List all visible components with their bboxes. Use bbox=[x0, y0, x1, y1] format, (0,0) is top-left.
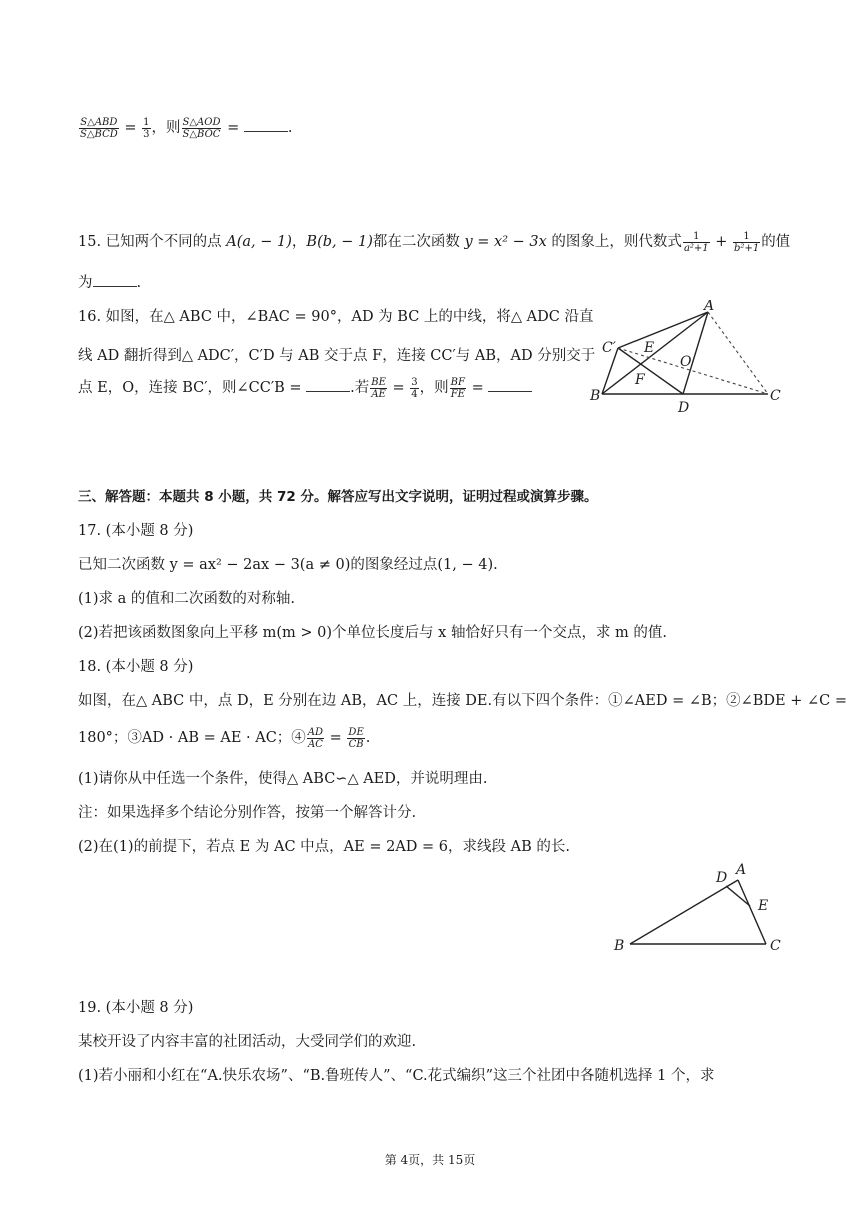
label-A: A bbox=[704, 300, 715, 314]
q16-figure bbox=[588, 300, 788, 420]
q18-line-1: 如图，在△ ABC 中，点 D，E 分别在边 AB，AC 上，连接 DE.有以下四个条件：①∠AED = ∠B；②∠BDE + ∠C = bbox=[78, 693, 848, 709]
label-O: O bbox=[680, 354, 692, 370]
q16-frac-2: $\frac{3}{4}$ bbox=[411, 376, 418, 400]
q14-fraction: $\frac{1}{3}$ bbox=[143, 116, 150, 140]
label-C: C bbox=[770, 388, 781, 404]
q18-frac-1: $\frac{AD}{AC}$ bbox=[307, 726, 324, 750]
answer-blank bbox=[488, 379, 532, 392]
q14-ratio-2: $\frac{\text{S△AOD}}{\text{S△BOC}}$ bbox=[182, 116, 221, 140]
q16-frac-3: $\frac{BF}{FE}$ bbox=[450, 376, 465, 400]
q14-ratio-1: $\frac{\text{S△ABD}}{\text{S△BCD}}$ bbox=[80, 116, 118, 140]
label-D: D bbox=[678, 400, 690, 416]
label-E: E bbox=[644, 340, 655, 356]
label-A: A bbox=[736, 862, 747, 878]
q18-line-5: (2)在(1)的前提下，若点 E 为 AC 中点，AE = 2AD = 6，求线段 AB 的长. bbox=[78, 839, 570, 855]
q19-title: 19. (本小题 8 分) bbox=[78, 1000, 194, 1016]
label-C: C bbox=[770, 938, 781, 954]
label-D: D bbox=[716, 870, 728, 886]
label-F: F bbox=[635, 372, 645, 388]
q18-frac-2: $\frac{DE}{CB}$ bbox=[348, 726, 364, 750]
label-C-prime: C′ bbox=[602, 340, 616, 356]
q15-frac-1: $\frac{1}{\text{a²+1}}$ bbox=[683, 230, 709, 254]
q19-line-2: (1)若小丽和小红在“A.快乐农场”、“B.鲁班传人”、“C.花式编织”这三个社团中各随机选择 1 个，求 bbox=[78, 1068, 715, 1084]
page-footer: 第 4页，共 15页 bbox=[384, 1153, 476, 1167]
q18-line-4: 注：如果选择多个结论分别作答，按第一个解答计分. bbox=[78, 805, 417, 821]
label-B: B bbox=[590, 388, 601, 404]
q17-line-3: (2)若把该函数图象向上平移 m(m > 0)个单位长度后与 x 轴恰好只有一个交点，求 m 的值. bbox=[78, 625, 668, 641]
q18-line-3: (1)请你从中任选一个条件，使得△ ABC∽△ AED，并说明理由. bbox=[78, 771, 488, 787]
q16-line-3: 点 E，O，连接 BC′，则∠CC′B = .若 $\frac{BE}{AE}$ = $\frac{3}{4}$ ，则 $\frac{BF}{FE}$ = bbox=[78, 376, 532, 400]
q14-line: $\frac{\text{S△ABD}}{\text{S△BCD}}$ = $\frac{1}{3}$ ，则 $\frac{\text{S△AOD}}{\text{S△BOC}}$ = . bbox=[80, 116, 293, 140]
q16-frac-1: $\frac{BE}{AE}$ bbox=[371, 376, 386, 400]
q15-frac-2: $\frac{1}{\text{b²+1}}$ bbox=[734, 230, 760, 254]
section-heading: 三、解答题：本题共 8 小题，共 72 分。解答应写出文字说明，证明过程或演算步骤。 bbox=[78, 489, 598, 505]
q17-title: 17. (本小题 8 分) bbox=[78, 523, 194, 539]
q17-line-1: 已知二次函数 y = ax² − 2ax − 3(a ≠ 0)的图象经过点(1, − 4). bbox=[78, 557, 498, 573]
q19-line-1: 某校开设了内容丰富的社团活动，大受同学们的欢迎. bbox=[78, 1034, 417, 1050]
q18-figure bbox=[612, 858, 792, 958]
label-B: B bbox=[614, 938, 625, 954]
q16-line-2: 线 AD 翻折得到△ ADC′，C′D 与 AB 交于点 F，连接 CC′与 AB，AD 分别交于 bbox=[78, 348, 596, 364]
q18-title: 18. (本小题 8 分) bbox=[78, 659, 194, 675]
q16-line-1: 16. 如图，在△ ABC 中，∠BAC = 90°，AD 为 BC 上的中线，将△ ADC 沿直 bbox=[78, 309, 594, 325]
answer-blank bbox=[306, 379, 350, 392]
q15-line-2: 为 . bbox=[78, 275, 142, 291]
answer-blank bbox=[93, 274, 137, 287]
label-E: E bbox=[758, 898, 769, 914]
q15-line-1: 15. 已知两个不同的点 A(a, − 1)，B(b, − 1)都在二次函数 y = x² − 3x 的图象上，则代数式 $\frac{1}{\text{a²+1}}$ + $\frac{1}{\text{b²+1}}$ 的值 bbox=[78, 230, 791, 254]
q18-line-2: 180°；③AD · AB = AE · AC；④ $\frac{AD}{AC}$ = $\frac{DE}{CB}$ . bbox=[78, 726, 371, 750]
q17-line-2: (1)求 a 的值和二次函数的对称轴. bbox=[78, 591, 296, 607]
answer-blank bbox=[244, 119, 288, 132]
